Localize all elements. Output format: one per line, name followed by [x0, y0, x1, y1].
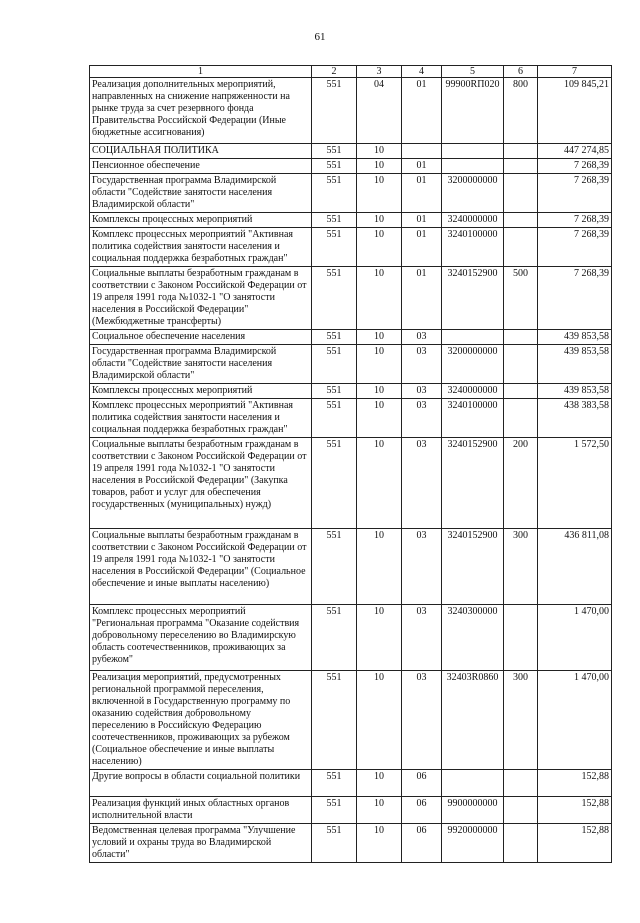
amount-cell: 439 853,58 [538, 345, 612, 384]
expense-type-cell: 200 [504, 438, 538, 529]
amount-cell: 438 383,58 [538, 399, 612, 438]
target-article-cell: 9920000000 [442, 824, 504, 863]
row-name-cell: Комплексы процессных мероприятий [90, 384, 312, 399]
ved-code-cell: 551 [312, 384, 357, 399]
amount-cell: 7 268,39 [538, 174, 612, 213]
expense-type-cell [504, 797, 538, 824]
table-row [90, 605, 612, 671]
amount-cell: 1 470,00 [538, 605, 612, 671]
amount-cell: 152,88 [538, 824, 612, 863]
section-code-cell: 10 [357, 824, 402, 863]
expense-type-cell [504, 159, 538, 174]
amount-cell: 436 811,08 [538, 529, 612, 605]
amount-cell: 7 268,39 [538, 267, 612, 330]
subsection-code-cell: 01 [402, 159, 442, 174]
ved-code-cell: 551 [312, 345, 357, 384]
table-row [90, 529, 612, 605]
row-name-cell: Социальные выплаты безработным гражданам в соответствии с Законом Российской Федерации от 19 апреля 1991 года №1032-1 "О занятости населения в Российской Федерации" (Социальное обеспечение и иные выплаты населению) [90, 529, 312, 605]
subsection-code-cell: 06 [402, 824, 442, 863]
row-name-cell: Ведомственная целевая программа "Улучшение условий и охраны труда во Владимирской области" [90, 824, 312, 863]
expense-type-cell: 800 [504, 78, 538, 144]
target-article-cell: 3240152900 [442, 267, 504, 330]
row-name-cell: Другие вопросы в области социальной политики [90, 770, 312, 797]
subsection-code-cell [402, 144, 442, 159]
ved-code-cell: 551 [312, 267, 357, 330]
ved-code-cell: 551 [312, 213, 357, 228]
amount-cell: 109 845,21 [538, 78, 612, 144]
row-name-cell: Социальные выплаты безработным гражданам в соответствии с Законом Российской Федерации от 19 апреля 1991 года №1032-1 "О занятости населения в Российской Федерации" (Закупка товаров, работ и услуг для обеспечения государственных (муниципальных) нужд) [90, 438, 312, 529]
ved-code-cell: 551 [312, 228, 357, 267]
expense-type-cell [504, 384, 538, 399]
column-header: 5 [442, 66, 504, 78]
table-header-row [90, 66, 612, 78]
subsection-code-cell: 01 [402, 174, 442, 213]
row-name-cell: Комплекс процессных мероприятий "Активная политика содействия занятости населения и социальная поддержка безработных граждан" [90, 399, 312, 438]
table-row [90, 174, 612, 213]
section-code-cell: 10 [357, 345, 402, 384]
target-article-cell: 3240152900 [442, 438, 504, 529]
target-article-cell: 3200000000 [442, 174, 504, 213]
expense-type-cell [504, 144, 538, 159]
section-code-cell: 10 [357, 330, 402, 345]
subsection-code-cell: 03 [402, 529, 442, 605]
ved-code-cell: 551 [312, 399, 357, 438]
table-row [90, 228, 612, 267]
table-row [90, 213, 612, 228]
subsection-code-cell: 03 [402, 438, 442, 529]
amount-cell: 439 853,58 [538, 384, 612, 399]
section-code-cell: 10 [357, 529, 402, 605]
table-row [90, 144, 612, 159]
section-code-cell: 10 [357, 797, 402, 824]
section-code-cell: 10 [357, 384, 402, 399]
expense-type-cell [504, 174, 538, 213]
ved-code-cell: 551 [312, 605, 357, 671]
section-code-cell: 10 [357, 144, 402, 159]
section-code-cell: 10 [357, 605, 402, 671]
budget-table [89, 65, 612, 863]
table-row [90, 770, 612, 797]
column-header: 1 [90, 66, 312, 78]
subsection-code-cell: 03 [402, 345, 442, 384]
table-row [90, 671, 612, 770]
amount-cell: 7 268,39 [538, 228, 612, 267]
expense-type-cell: 500 [504, 267, 538, 330]
subsection-code-cell: 01 [402, 267, 442, 330]
table-row [90, 267, 612, 330]
expense-type-cell [504, 824, 538, 863]
section-code-cell: 10 [357, 770, 402, 797]
row-name-cell: Реализация мероприятий, предусмотренных региональной программой переселения, включенной в Государственную программу по оказанию содействия добровольному переселению в Российскую Федерацию соотечественников, проживающих за рубежом (Социальное обеспечение и иные выплаты населению) [90, 671, 312, 770]
amount-cell: 447 274,85 [538, 144, 612, 159]
target-article-cell: 99900RП020 [442, 78, 504, 144]
row-name-cell: Пенсионное обеспечение [90, 159, 312, 174]
ved-code-cell: 551 [312, 159, 357, 174]
ved-code-cell: 551 [312, 144, 357, 159]
row-name-cell: Комплекс процессных мероприятий "Региональная программа "Оказание содействия добровольному переселению во Владимирскую область соотечественников, проживающих за рубежом" [90, 605, 312, 671]
table-row [90, 824, 612, 863]
subsection-code-cell: 01 [402, 78, 442, 144]
row-name-cell: Комплекс процессных мероприятий "Активная политика содействия занятости населения и социальная поддержка безработных граждан" [90, 228, 312, 267]
column-header: 6 [504, 66, 538, 78]
table-row [90, 345, 612, 384]
expense-type-cell [504, 345, 538, 384]
section-code-cell: 04 [357, 78, 402, 144]
expense-type-cell [504, 605, 538, 671]
expense-type-cell [504, 330, 538, 345]
table-row [90, 797, 612, 824]
ved-code-cell: 551 [312, 770, 357, 797]
amount-cell: 152,88 [538, 797, 612, 824]
row-name-cell: Реализация функций иных областных органов исполнительной власти [90, 797, 312, 824]
subsection-code-cell: 03 [402, 399, 442, 438]
amount-cell: 1 470,00 [538, 671, 612, 770]
ved-code-cell: 551 [312, 529, 357, 605]
subsection-code-cell: 01 [402, 228, 442, 267]
target-article-cell: 3240100000 [442, 228, 504, 267]
section-code-cell: 10 [357, 159, 402, 174]
target-article-cell [442, 144, 504, 159]
subsection-code-cell: 06 [402, 797, 442, 824]
target-article-cell: 3240300000 [442, 605, 504, 671]
amount-cell: 1 572,50 [538, 438, 612, 529]
amount-cell: 152,88 [538, 770, 612, 797]
ved-code-cell: 551 [312, 438, 357, 529]
column-header: 4 [402, 66, 442, 78]
row-name-cell: Государственная программа Владимирской области "Содействие занятости населения Владимирской области" [90, 345, 312, 384]
page-number: 61 [314, 31, 326, 43]
expense-type-cell [504, 770, 538, 797]
amount-cell: 7 268,39 [538, 213, 612, 228]
ved-code-cell: 551 [312, 174, 357, 213]
amount-cell: 7 268,39 [538, 159, 612, 174]
ved-code-cell: 551 [312, 330, 357, 345]
target-article-cell: 3240152900 [442, 529, 504, 605]
expense-type-cell [504, 228, 538, 267]
section-code-cell: 10 [357, 174, 402, 213]
table-row [90, 78, 612, 144]
row-name-cell: Социальные выплаты безработным гражданам в соответствии с Законом Российской Федерации от 19 апреля 1991 года №1032-1 "О занятости населения в Российской Федерации" (Межбюджетные трансферты) [90, 267, 312, 330]
ved-code-cell: 551 [312, 78, 357, 144]
target-article-cell: 32403R0860 [442, 671, 504, 770]
ved-code-cell: 551 [312, 671, 357, 770]
expense-type-cell [504, 213, 538, 228]
section-code-cell: 10 [357, 267, 402, 330]
subsection-code-cell: 03 [402, 671, 442, 770]
row-name-cell: Государственная программа Владимирской области "Содействие занятости населения Владимирской области" [90, 174, 312, 213]
subsection-code-cell: 03 [402, 605, 442, 671]
table-row [90, 384, 612, 399]
table-row [90, 438, 612, 529]
row-name-cell: СОЦИАЛЬНАЯ ПОЛИТИКА [90, 144, 312, 159]
table-row [90, 330, 612, 345]
table-row [90, 159, 612, 174]
column-header: 2 [312, 66, 357, 78]
target-article-cell: 3240000000 [442, 213, 504, 228]
expense-type-cell [504, 399, 538, 438]
table-row [90, 399, 612, 438]
section-code-cell: 10 [357, 399, 402, 438]
subsection-code-cell: 01 [402, 213, 442, 228]
column-header: 3 [357, 66, 402, 78]
expense-type-cell: 300 [504, 671, 538, 770]
ved-code-cell: 551 [312, 797, 357, 824]
target-article-cell [442, 330, 504, 345]
target-article-cell [442, 159, 504, 174]
ved-code-cell: 551 [312, 824, 357, 863]
target-article-cell [442, 770, 504, 797]
target-article-cell: 3200000000 [442, 345, 504, 384]
target-article-cell: 3240100000 [442, 399, 504, 438]
target-article-cell: 9900000000 [442, 797, 504, 824]
section-code-cell: 10 [357, 671, 402, 770]
amount-cell: 439 853,58 [538, 330, 612, 345]
subsection-code-cell: 03 [402, 384, 442, 399]
section-code-cell: 10 [357, 438, 402, 529]
subsection-code-cell: 03 [402, 330, 442, 345]
subsection-code-cell: 06 [402, 770, 442, 797]
expense-type-cell: 300 [504, 529, 538, 605]
row-name-cell: Реализация дополнительных мероприятий, направленных на снижение напряженности на рынке труда за счет резервного фонда Правительства Российской Федерации (Иные бюджетные ассигнования) [90, 78, 312, 144]
target-article-cell: 3240000000 [442, 384, 504, 399]
section-code-cell: 10 [357, 213, 402, 228]
row-name-cell: Комплексы процессных мероприятий [90, 213, 312, 228]
row-name-cell: Социальное обеспечение населения [90, 330, 312, 345]
section-code-cell: 10 [357, 228, 402, 267]
column-header: 7 [538, 66, 612, 78]
